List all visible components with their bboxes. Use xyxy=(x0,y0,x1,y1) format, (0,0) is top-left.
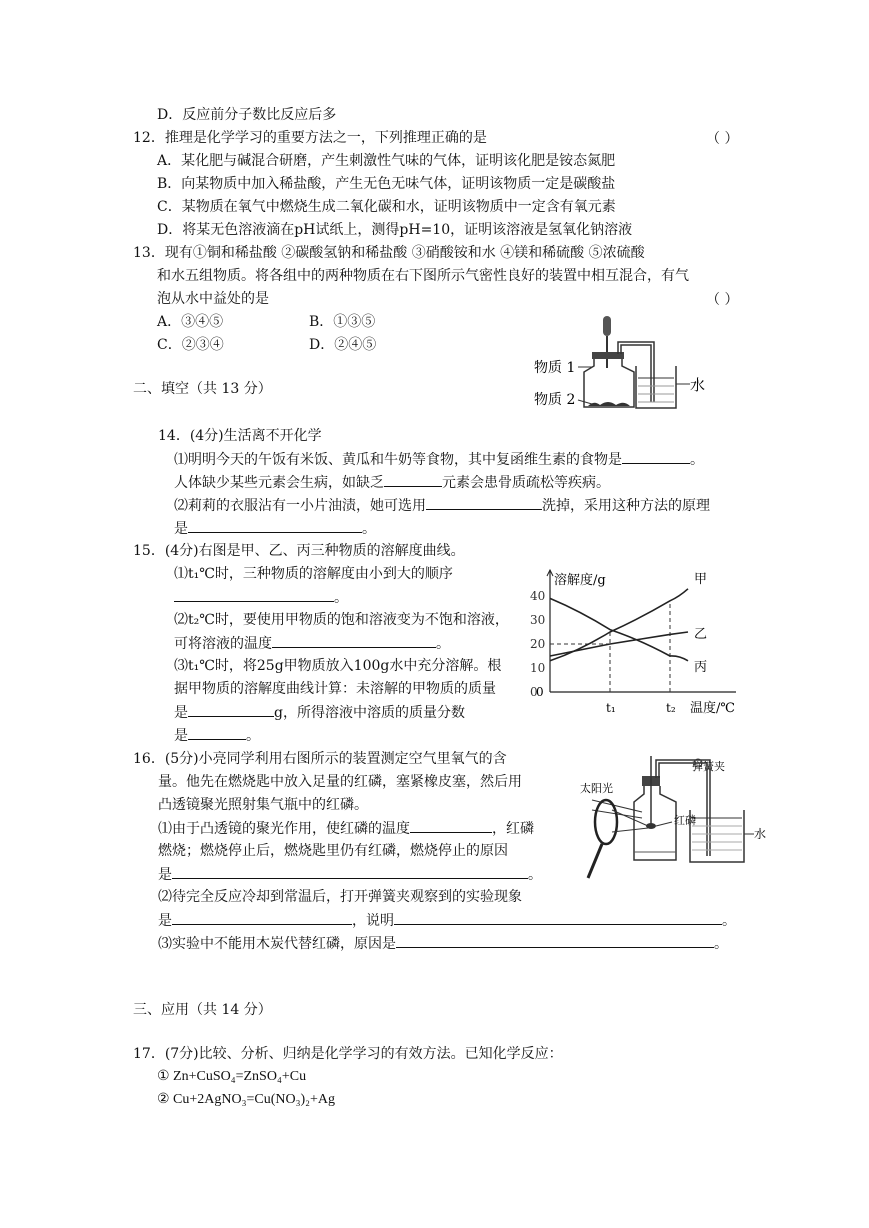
q15-part3-line4: 是 。 xyxy=(174,725,260,746)
q12-option-d: D．将某无色溶液滴在pH试纸上，测得pH=10，证明该溶液是氢氧化钠溶液 xyxy=(157,222,633,238)
q14-blank-1[interactable] xyxy=(622,449,690,464)
q17-reaction-1: ① Zn+CuSO₄=ZnSO₄+Cu xyxy=(157,1069,307,1084)
label-substance-1: 物质 1 xyxy=(534,360,576,376)
series-3-label: 丙 xyxy=(694,659,708,675)
bottle xyxy=(584,358,634,407)
label-sunlight: 太阳光 xyxy=(580,782,613,795)
q14-part1-line1: ⑴明明今天的午饭有米饭、黄瓜和牛奶等食物，其中复函维生素的食物是 。 xyxy=(174,449,704,470)
q15-part1-line2: 。 xyxy=(174,587,348,608)
label-red-phosphorus: 红磷 xyxy=(674,814,696,827)
series-1-label: 甲 xyxy=(694,571,708,587)
q16-part2-line2: 是 ，说明 。 xyxy=(158,910,736,931)
origin-label: 0 xyxy=(536,685,544,699)
q16-blank-1[interactable] xyxy=(410,818,492,833)
x-tick-1: t₁ xyxy=(606,701,616,715)
q12-option-a: A．某化肥与碱混合研磨，产生刺激性气味的气体，证明该化肥是铵态氮肥 xyxy=(157,153,616,169)
q16-apparatus-figure xyxy=(572,752,767,886)
series-2-curve xyxy=(550,632,688,656)
chart-series xyxy=(550,589,688,661)
q16-part3-line: ⑶实验中不能用木炭代替红磷，原因是 。 xyxy=(158,933,728,954)
q13-option-d: D．②④⑤ xyxy=(309,337,377,353)
convex-lens xyxy=(595,800,617,844)
q14-part2-line1: ⑵莉莉的衣服沾有一小片油渍，她可选用 洗掉，采用这种方法的原理 xyxy=(174,495,710,516)
q16-part2-line1: ⑵待完全反应冷却到常温后，打开弹簧夹观察到的实验现象 xyxy=(158,889,522,905)
q14-blank-2[interactable] xyxy=(384,472,442,487)
q15-part3-line1: ⑶t₁℃时，将25g甲物质放入100g水中充分溶解。根 xyxy=(174,658,502,674)
q16-part1-line3: 是 。 xyxy=(158,864,542,885)
q13-line1: 13．现有①铜和稀盐酸 ②碳酸氢钠和稀盐酸 ③硝酸铵和水 ④镁和稀硫酸 ⑤浓硫酸 xyxy=(133,245,645,261)
q14-part1-line2: 人体缺少某些元素会生病，如缺乏 元素会患骨质疏松等疾病。 xyxy=(174,472,610,493)
q12-option-c: C．某物质在氧气中燃烧生成二氧化碳和水，证明该物质中一定含有氧元素 xyxy=(157,199,616,215)
y-tick-20: 20 xyxy=(530,637,546,651)
solubility-chart xyxy=(508,560,748,720)
q14-stem: 14．(4分)生活离不开化学 xyxy=(158,428,322,444)
label-substance-2: 物质 2 xyxy=(534,392,576,408)
series-2-label: 乙 xyxy=(694,627,708,642)
q13-option-a: A．③④⑤ xyxy=(157,314,224,330)
series-1-curve xyxy=(550,589,688,661)
y-tick-40: 40 xyxy=(530,589,546,603)
q16-stem-3: 凸透镜聚光照射集气瓶中的红磷。 xyxy=(158,797,368,813)
q14-blank-4[interactable] xyxy=(188,518,362,533)
q15-part3-line2: 据甲物质的溶解度曲线计算：未溶解的甲物质的质量 xyxy=(174,681,496,697)
q16-blank-2[interactable] xyxy=(172,864,528,879)
dropper-bulb xyxy=(603,316,611,336)
q15-blank-3[interactable] xyxy=(188,702,274,717)
q15-part1-line1: ⑴t₁℃时，三种物质的溶解度由小到大的顺序 xyxy=(174,566,453,582)
q12-stem: 12．推理是化学学习的重要方法之一，下列推理正确的是 xyxy=(133,130,487,146)
q16-blank-5[interactable] xyxy=(396,933,714,948)
y-tick-10: 10 xyxy=(530,661,546,675)
q16-stem-2: 量。他先在燃烧匙中放入足量的红磷，塞紧橡皮塞，然后用 xyxy=(158,774,522,790)
label-water-q16: 水 xyxy=(754,827,767,841)
q15-blank-2[interactable] xyxy=(272,633,436,648)
y-tick-30: 30 xyxy=(530,613,546,627)
section-3-heading: 三、应用（共 14 分） xyxy=(133,1002,272,1018)
q13-line3: 泡从水中益处的是 xyxy=(157,291,269,307)
q15-stem: 15．(4分)右图是甲、乙、丙三种物质的溶解度曲线。 xyxy=(133,543,465,559)
q17-reaction-2: ② Cu+2AgNO₃=Cu(NO₃)₂+Ag xyxy=(157,1092,336,1107)
q11-option-d: D．反应前分子数比反应后多 xyxy=(157,107,337,123)
q16-blank-4[interactable] xyxy=(394,910,722,925)
q12-option-b: B．向某物质中加入稀盐酸，产生无色无味气体，证明该物质一定是碳酸盐 xyxy=(157,176,616,192)
q15-part3-line3: 是 g，所得溶液中溶质的质量分数 xyxy=(174,702,465,723)
section-2-heading: 二、填空（共 13 分） xyxy=(133,381,272,397)
q16-part1-line2: 燃烧；燃烧停止后，燃烧匙里仍有红磷，燃烧停止的原因 xyxy=(158,843,508,859)
q16-part1-line1: ⑴由于凸透镜的聚光作用，使红磷的温度 ，红磷 xyxy=(158,818,534,839)
x-tick-2: t₂ xyxy=(666,701,676,715)
x-axis-label: 温度/℃ xyxy=(690,701,735,716)
q13-line2: 和水五组物质。将各组中的两种物质在右下图所示气密性良好的装置中相互混合，有气 xyxy=(157,268,689,284)
q13-option-c: C．②③④ xyxy=(157,337,224,353)
label-spring-clip: 弹簧夹 xyxy=(692,760,725,773)
q15-part2-line1: ⑵t₂℃时，要使用甲物质的饱和溶液变为不饱和溶液， xyxy=(174,612,509,628)
q12-answer-paren[interactable]: （ ） xyxy=(706,131,739,147)
q15-part2-line2: 可将溶液的温度 。 xyxy=(174,633,450,654)
q14-blank-3[interactable] xyxy=(426,495,542,510)
q16-stem-1: 16．(5分)小亮同学利用右图所示的装置测定空气里氧气的含 xyxy=(133,751,507,767)
q13-answer-paren[interactable]: （ ） xyxy=(706,292,739,308)
y-axis-label: 溶解度/g xyxy=(554,573,606,588)
label-water: 水 xyxy=(690,376,706,394)
y-tick-0: 0 xyxy=(530,685,538,699)
q17-stem: 17．(7分)比较、分析、归纳是化学学习的有效方法。已知化学反应： xyxy=(133,1046,563,1062)
chart-axes xyxy=(547,570,736,692)
q15-blank-4[interactable] xyxy=(188,725,246,740)
q13-option-b: B．①③⑤ xyxy=(309,314,376,330)
q14-part2-line2: 是 。 xyxy=(174,518,376,539)
q15-blank-1[interactable] xyxy=(174,587,334,602)
q16-blank-3[interactable] xyxy=(172,910,352,925)
q13-apparatus-figure xyxy=(530,312,705,412)
